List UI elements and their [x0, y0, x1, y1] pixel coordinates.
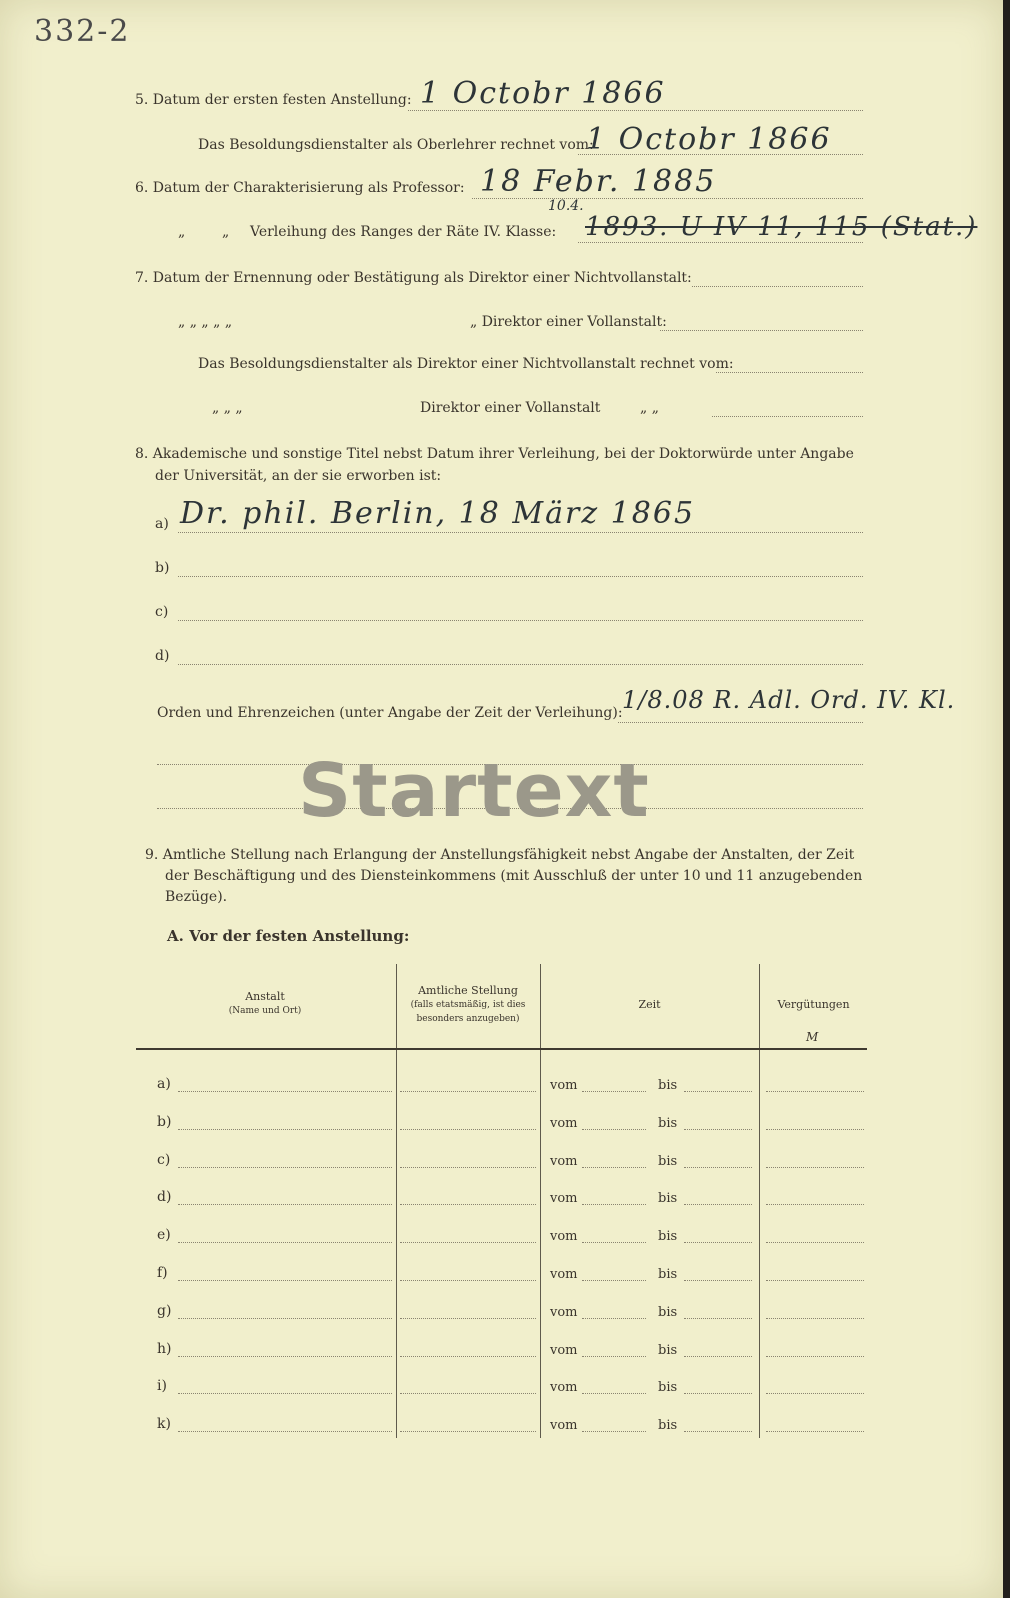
table-row-stellung-line: [400, 1242, 536, 1243]
table-row-stellung-line: [400, 1204, 536, 1205]
table-row-letter: i): [157, 1378, 167, 1394]
item-8-row-c-line: [178, 620, 863, 621]
table-row-bis-line: [684, 1356, 752, 1357]
table-row-bis: bis: [658, 1191, 678, 1206]
item-8-row-b-letter: b): [155, 560, 170, 576]
table-row-verguetung-line: [766, 1393, 864, 1394]
item-8-label-line2: der Universität, an der sie erworben ist:: [155, 468, 442, 484]
item-6-line: [472, 198, 863, 199]
table-row-anstalt-line: [178, 1318, 392, 1319]
table-row-vom: vom: [550, 1229, 578, 1244]
table-row-verguetung-line: [766, 1167, 864, 1168]
table-row-letter: g): [157, 1303, 172, 1319]
item-8-row-b-line: [178, 576, 863, 577]
col-header-zeit: [542, 998, 757, 1012]
item-7-row2-label: „ Direktor einer Vollanstalt:: [470, 314, 667, 330]
item-5-sub-line: [578, 154, 863, 155]
table-row-vom-line: [582, 1431, 646, 1432]
item-7-row4-line: [712, 416, 863, 417]
scan-edge: [1003, 0, 1010, 1598]
item-6-sub-line: [578, 242, 863, 243]
table-row-bis: bis: [658, 1078, 678, 1093]
col-header-stellung-note-2: besonders anzugeben): [416, 1014, 520, 1024]
item-7-row4-dittos-2: „ „: [640, 400, 659, 416]
table-col-divider-1: [396, 964, 397, 1438]
table-row-letter: a): [157, 1076, 171, 1092]
table-row-bis: bis: [658, 1229, 678, 1244]
table-row-letter: d): [157, 1189, 172, 1205]
table-row-bis-line: [684, 1431, 752, 1432]
orders-line-1: [618, 722, 863, 723]
table-col-divider-3: [759, 964, 760, 1438]
item-7-row4-dittos: „ „ „: [212, 400, 243, 416]
table-row-anstalt-line: [178, 1091, 392, 1092]
item-9-label-line2: der Beschäftigung und des Diensteinkommens (mit Ausschluß der unter 10 und 11 anzugebenden: [165, 868, 863, 884]
section-a-heading: A. Vor der festen Anstellung:: [167, 927, 410, 945]
item-6-answer: 18 Febr. 1885: [480, 164, 717, 199]
table-row-letter: h): [157, 1341, 172, 1357]
item-9-label-line3: Bezüge).: [165, 889, 228, 905]
table-row-bis: bis: [658, 1154, 678, 1169]
table-row-letter: c): [157, 1152, 171, 1168]
item-8-row-a-letter: a): [155, 516, 169, 532]
item-6-sub-label: Verleihung des Ranges der Räte IV. Klasse:: [250, 224, 557, 240]
item-7-row4-label: Direktor einer Vollanstalt: [420, 400, 601, 416]
table-row-vom-line: [582, 1318, 646, 1319]
table-row-vom-line: [582, 1280, 646, 1281]
table-row-bis: bis: [658, 1305, 678, 1320]
table-row-verguetung-line: [766, 1356, 864, 1357]
table-row-verguetung-line: [766, 1129, 864, 1130]
table-row-vom-line: [582, 1242, 646, 1243]
table-row-bis: bis: [658, 1116, 678, 1131]
table-row-vom: vom: [550, 1078, 578, 1093]
item-5-line: [408, 110, 863, 111]
table-header-rule: [136, 1048, 867, 1050]
table-row-bis: bis: [658, 1380, 678, 1395]
table-row-verguetung-line: [766, 1204, 864, 1205]
table-row-stellung-line: [400, 1431, 536, 1432]
item-6-ditto-1: „: [178, 224, 186, 240]
table-row-vom-line: [582, 1393, 646, 1394]
table-row-vom: vom: [550, 1418, 578, 1433]
table-row-stellung-line: [400, 1393, 536, 1394]
table-row-stellung-line: [400, 1129, 536, 1130]
table-row-bis-line: [684, 1167, 752, 1168]
item-7-label: 7. Datum der Ernennung oder Bestätigung als Direktor einer Nichtvollanstalt:: [135, 270, 692, 286]
table-row-bis-line: [684, 1393, 752, 1394]
item-8-row-d-letter: d): [155, 648, 170, 664]
table-row-bis: bis: [658, 1343, 678, 1358]
item-6-sub-answer: 1893. U IV 11, 115 (Stat.): [585, 212, 978, 242]
item-6-ditto-2: „: [222, 224, 230, 240]
item-8-row-c-letter: c): [155, 604, 169, 620]
table-row-vom-line: [582, 1129, 646, 1130]
table-row-stellung-line: [400, 1280, 536, 1281]
orders-label: Orden und Ehrenzeichen (unter Angabe der Zeit der Verleihung):: [157, 705, 623, 721]
col-header-verguetungen-label: Vergütungen: [777, 998, 850, 1011]
table-row-anstalt-line: [178, 1431, 392, 1432]
orders-answer: 1/8.08 R. Adl. Ord. IV. Kl.: [622, 686, 956, 714]
col-header-anstalt: [140, 990, 390, 1018]
table-row-vom: vom: [550, 1343, 578, 1358]
item-5-answer: 1 Octobr 1866: [420, 76, 666, 111]
item-5-label: 5. Datum der ersten festen Anstellung:: [135, 92, 412, 108]
table-row-anstalt-line: [178, 1242, 392, 1243]
col-header-stellung-note-1: (falls etatsmäßig, ist dies: [410, 1000, 526, 1010]
col-header-anstalt-label: Anstalt: [245, 990, 285, 1003]
table-row-bis-line: [684, 1091, 752, 1092]
startext-watermark: Startext: [298, 748, 650, 834]
table-row-verguetung-line: [766, 1242, 864, 1243]
table-row-vom: vom: [550, 1154, 578, 1169]
col-header-stellung-label: Amtliche Stellung: [418, 984, 518, 997]
table-row-vom-line: [582, 1167, 646, 1168]
archive-reference: 332-2: [34, 14, 131, 49]
table-row-bis-line: [684, 1318, 752, 1319]
table-row-verguetung-line: [766, 1091, 864, 1092]
table-row-stellung-line: [400, 1318, 536, 1319]
item-6-sub-note: 10.4.: [548, 198, 584, 214]
item-6-label: 6. Datum der Charakterisierung als Professor:: [135, 180, 465, 196]
col-header-zeit-label: Zeit: [638, 998, 661, 1011]
table-row-vom: vom: [550, 1116, 578, 1131]
item-8-row-a-line: [178, 532, 863, 533]
table-row-letter: f): [157, 1265, 168, 1281]
table-row-bis: bis: [658, 1267, 678, 1282]
table-row-verguetung-line: [766, 1318, 864, 1319]
table-row-vom-line: [582, 1204, 646, 1205]
item-8-row-a-answer: Dr. phil. Berlin, 18 März 1865: [180, 496, 696, 531]
item-8-label-line1: 8. Akademische und sonstige Titel nebst Datum ihrer Verleihung, bei der Doktorwürde unter Angabe: [135, 446, 854, 462]
table-row-vom-line: [582, 1356, 646, 1357]
table-row-vom: vom: [550, 1267, 578, 1282]
item-8-row-d-line: [178, 664, 863, 665]
table-row-vom-line: [582, 1091, 646, 1092]
item-9-label-line1: 9. Amtliche Stellung nach Erlangung der Anstellungsfähigkeit nebst Angabe der Anstalten, der Zeit: [145, 847, 855, 863]
item-7-row3-line: [716, 372, 863, 373]
table-row-stellung-line: [400, 1091, 536, 1092]
table-row-bis-line: [684, 1204, 752, 1205]
table-row-bis-line: [684, 1242, 752, 1243]
table-row-bis-line: [684, 1129, 752, 1130]
table-row-vom: vom: [550, 1380, 578, 1395]
table-row-anstalt-line: [178, 1393, 392, 1394]
col-header-verguetungen: [761, 998, 866, 1012]
item-7-row2-line: [660, 330, 863, 331]
table-row-anstalt-line: [178, 1356, 392, 1357]
col-unit-mark: M: [806, 1030, 819, 1044]
item-5-sub-answer: 1 Octobr 1866: [586, 122, 832, 157]
table-row-verguetung-line: [766, 1431, 864, 1432]
item-7-row3-label: Das Besoldungsdienstalter als Direktor einer Nichtvollanstalt rechnet vom:: [198, 356, 734, 372]
table-col-divider-2: [540, 964, 541, 1438]
table-row-vom: vom: [550, 1305, 578, 1320]
item-5-sub-label: Das Besoldungsdienstalter als Oberlehrer rechnet vom:: [198, 137, 594, 153]
table-row-stellung-line: [400, 1167, 536, 1168]
col-header-anstalt-note: (Name und Ort): [228, 1006, 302, 1016]
table-row-anstalt-line: [178, 1280, 392, 1281]
table-row-bis: bis: [658, 1418, 678, 1433]
table-row-letter: b): [157, 1114, 172, 1130]
col-header-stellung: [398, 984, 538, 1026]
table-row-bis-line: [684, 1280, 752, 1281]
table-row-anstalt-line: [178, 1204, 392, 1205]
table-row-letter: e): [157, 1227, 171, 1243]
table-row-anstalt-line: [178, 1167, 392, 1168]
table-row-letter: k): [157, 1416, 171, 1432]
table-row-verguetung-line: [766, 1280, 864, 1281]
table-row-vom: vom: [550, 1191, 578, 1206]
item-7-row2-dittos: „ „ „ „ „: [178, 314, 233, 330]
table-row-anstalt-line: [178, 1129, 392, 1130]
item-7-line: [692, 286, 863, 287]
table-row-stellung-line: [400, 1356, 536, 1357]
